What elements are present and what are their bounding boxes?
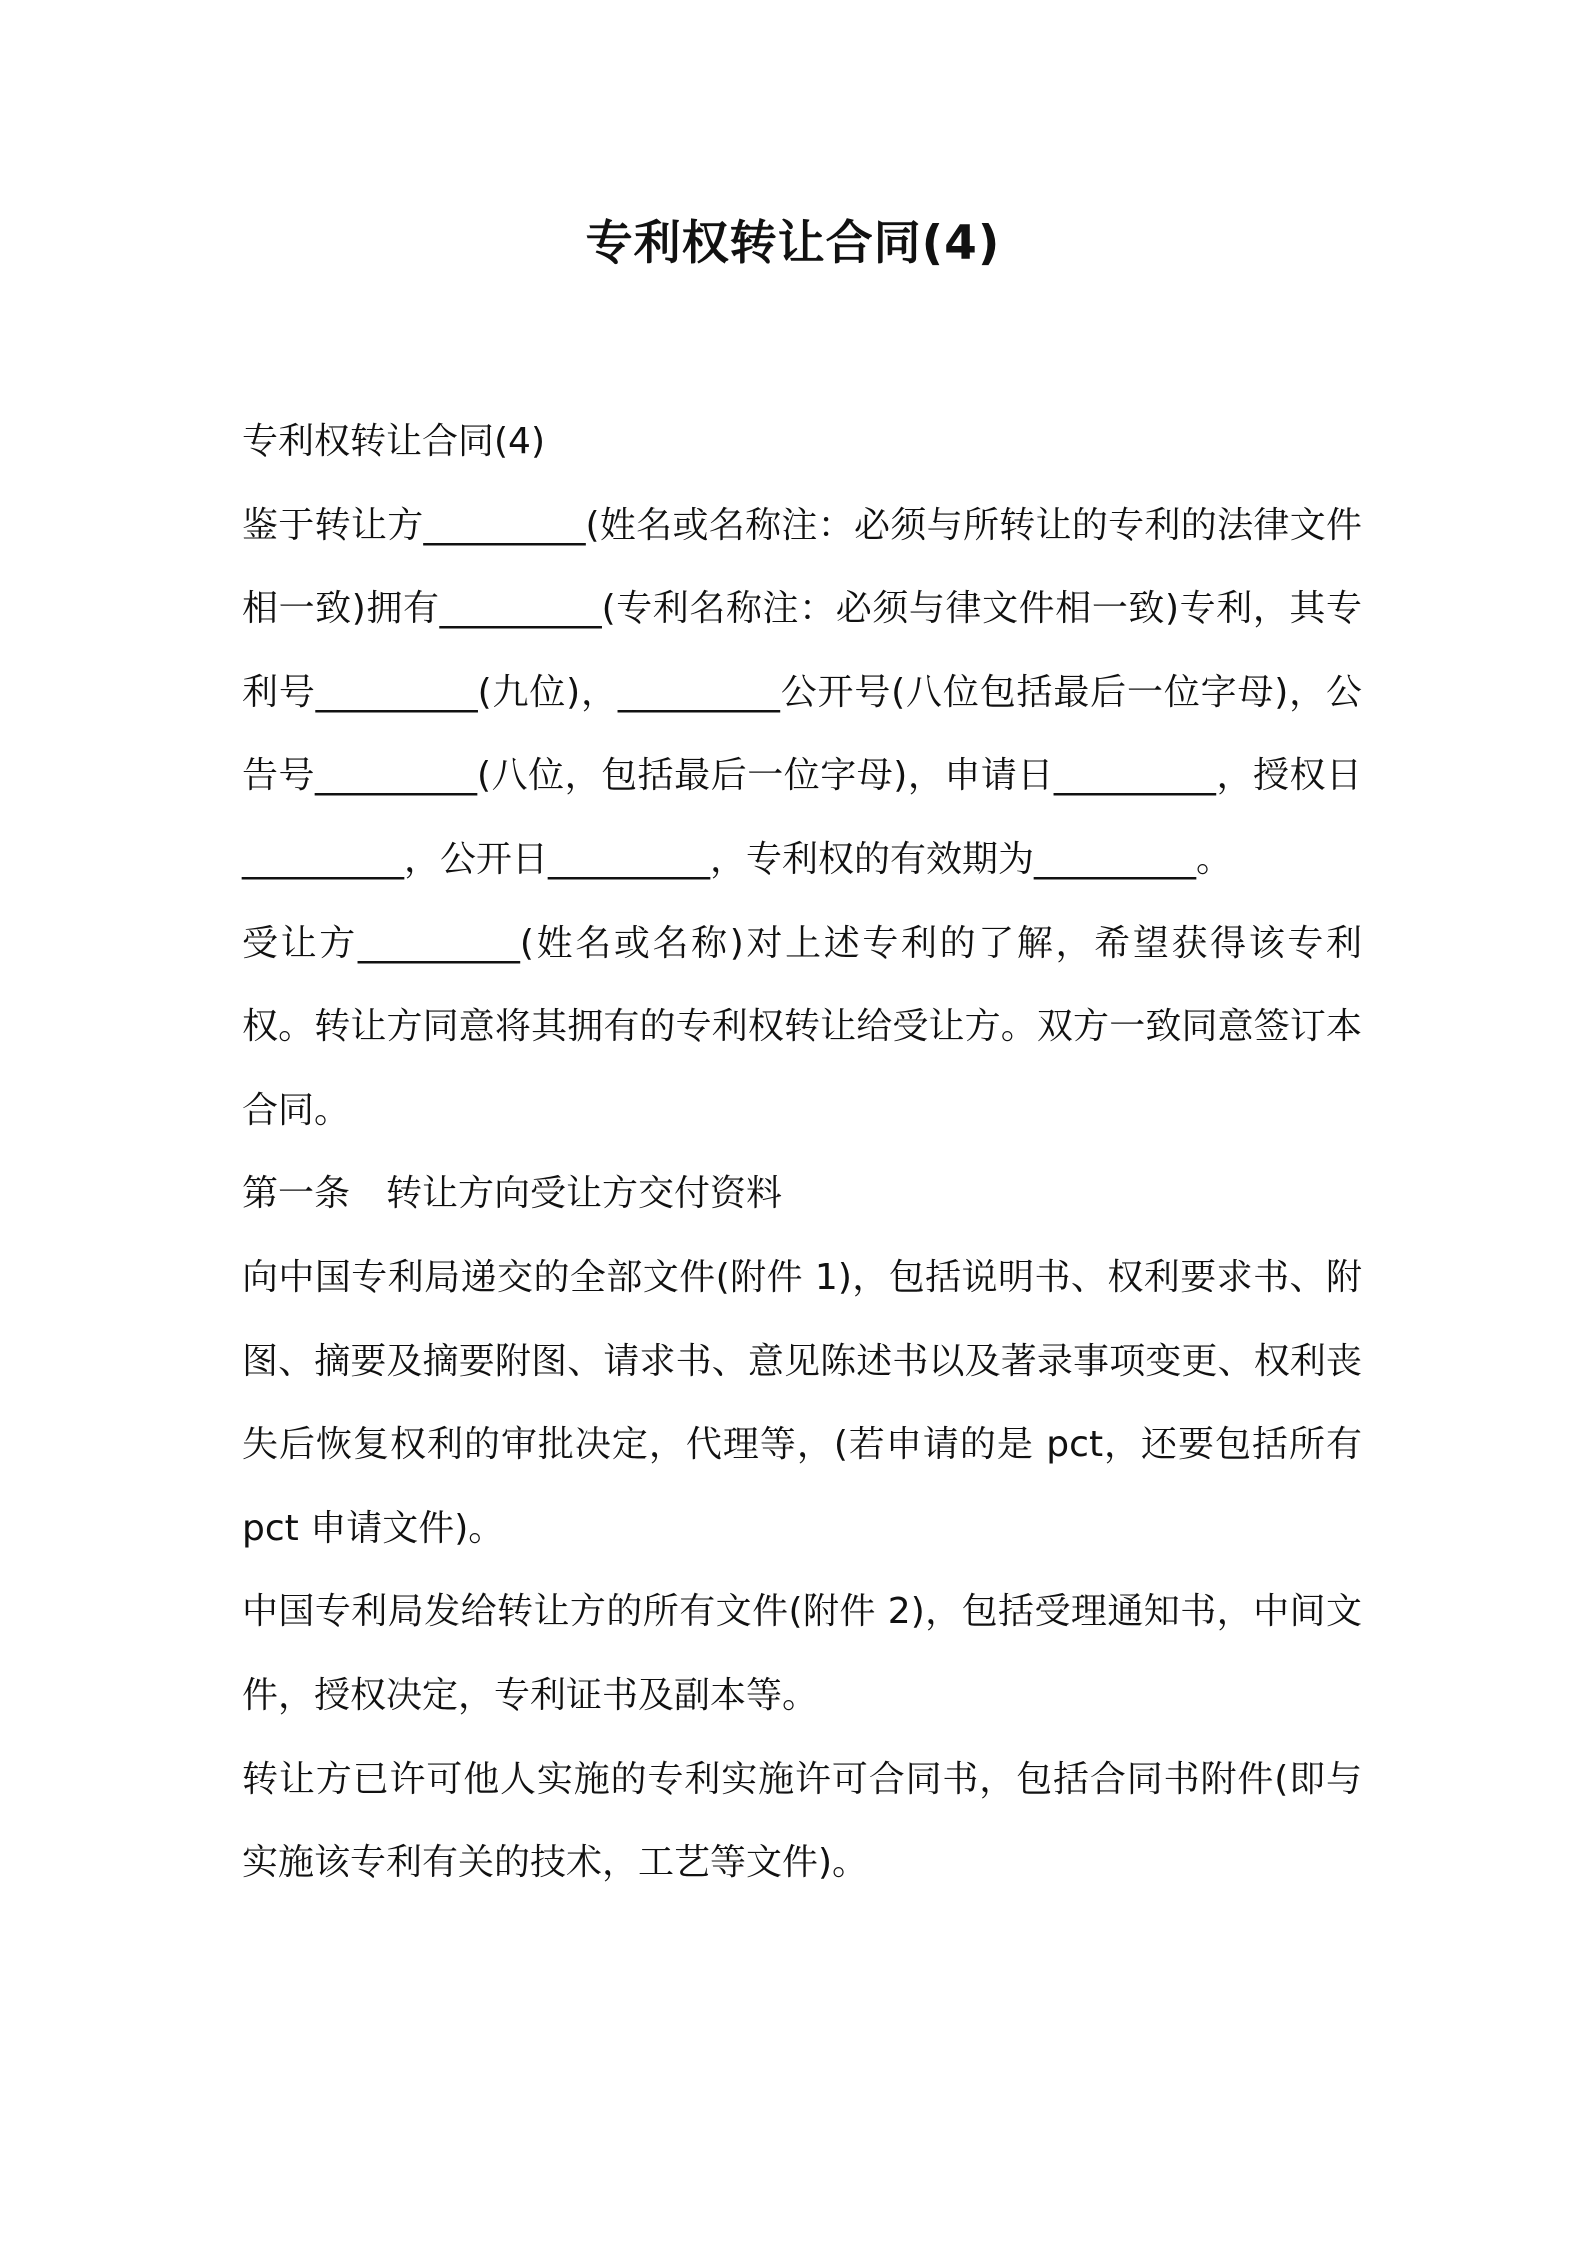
paragraph-subtitle: 专利权转让合同(4)	[242, 421, 545, 462]
paragraph-recital-transferor: 鉴于转让方_________(姓名或名称注：必须与所转让的专利的法律文件相一致)拥有_________(专利名称注：必须与律文件相一致)专利，其专利号_________(九位)，_________公开号(八位包括最后一位字母)，公告号_________(八位，包括最后一位字母)，申请日_________，授权日_________，公开日_________，专利权的有效期为_________。	[242, 504, 1362, 880]
paragraph-recital-transferee: 受让方_________(姓名或名称)对上述专利的了解，希望获得该专利权。转让方同意将其拥有的专利权转让给受让方。双方一致同意签订本合同。	[242, 922, 1362, 1131]
article-1-item-1: 向中国专利局递交的全部文件(附件 1)，包括说明书、权利要求书、附图、摘要及摘要附图、请求书、意见陈述书以及著录事项变更、权利丧失后恢复权利的审批决定，代理等，(若申请的是 pct，还要包括所有 pct 申请文件)。	[242, 1256, 1362, 1549]
article-1-item-3: 转让方已许可他人实施的专利实施许可合同书，包括合同书附件(即与实施该专利有关的技术，工艺等文件)。	[242, 1758, 1362, 1884]
article-1-heading: 第一条 转让方向受让方交付资料	[242, 1173, 783, 1215]
document-title: 专利权转让合同(4)	[585, 216, 1001, 271]
document-body	[242, 400, 1362, 1905]
article-1-item-2: 中国专利局发给转让方的所有文件(附件 2)，包括受理通知书，中间文件，授权决定，专利证书及副本等。	[242, 1591, 1362, 1716]
